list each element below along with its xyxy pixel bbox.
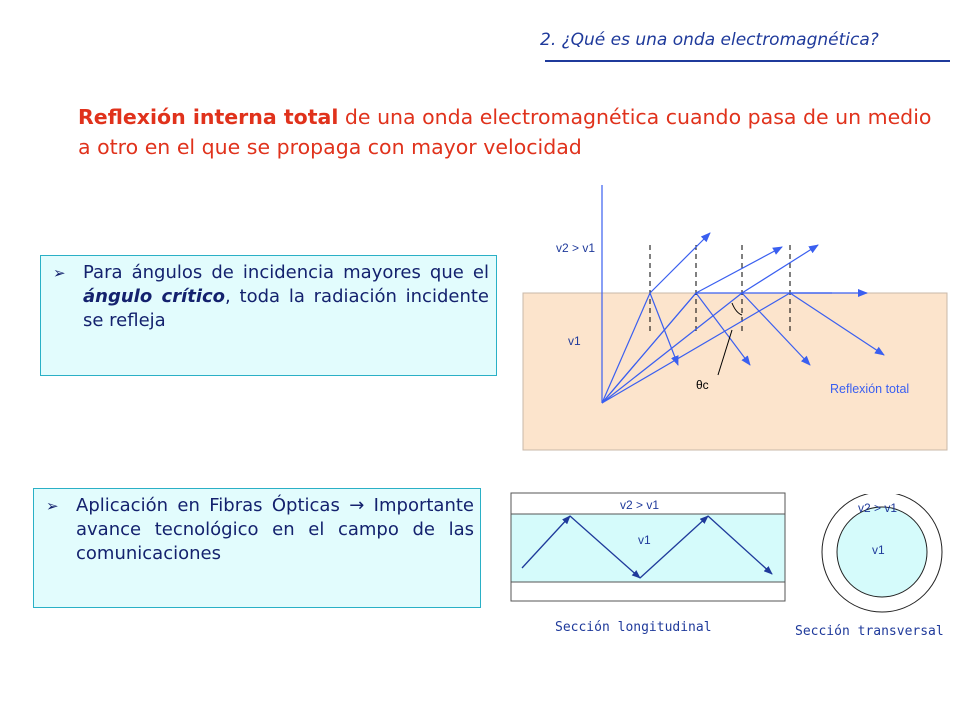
heading-bold-term: Reflexión interna total bbox=[78, 105, 339, 129]
refracted-ray bbox=[696, 247, 782, 293]
critical-angle-label: θc bbox=[696, 378, 709, 392]
core-label: v1 bbox=[872, 543, 885, 557]
bullet-arrow-icon: ➢ bbox=[53, 264, 66, 282]
bullet-critical-angle bbox=[53, 261, 489, 333]
section-title: 2. ¿Qué es una onda electromagnética? bbox=[540, 30, 879, 50]
longitudinal-caption: Sección longitudinal bbox=[555, 620, 712, 635]
bullet-text-part: Para ángulos de incidencia mayores que el bbox=[83, 262, 489, 283]
core-label: v1 bbox=[638, 533, 651, 547]
bullet-text: Aplicación en Fibras Ópticas → Importante avance tecnológico en el campo de las comunicaciones bbox=[76, 495, 474, 564]
title-underline bbox=[545, 60, 950, 62]
slide-heading bbox=[78, 102, 938, 162]
heading-rest: de una onda electromagnética cuando pasa de un medio a otro en el que se propaga con mayor velocidad bbox=[78, 105, 932, 159]
bullet-fiber-optics bbox=[46, 494, 474, 566]
bullet-arrow-icon: ➢ bbox=[46, 497, 59, 515]
cladding-label: v2 > v1 bbox=[858, 501, 898, 515]
transversal-caption: Sección transversal bbox=[795, 624, 944, 639]
cladding-label: v2 > v1 bbox=[620, 498, 660, 512]
total-reflection-label: Reflexión total bbox=[830, 382, 910, 396]
refracted-ray bbox=[742, 245, 818, 293]
fiber-longitudinal-diagram bbox=[510, 492, 786, 602]
refracted-ray bbox=[650, 233, 710, 293]
slow-medium-region bbox=[523, 293, 947, 450]
fiber-transversal-diagram bbox=[812, 494, 952, 616]
total-reflection-diagram bbox=[520, 185, 950, 452]
fast-medium-label: v2 > v1 bbox=[556, 241, 596, 255]
bullet-text bbox=[83, 261, 489, 333]
bullet-text-part: , toda la radiación incidente se refleja bbox=[83, 286, 489, 331]
slow-medium-label: v1 bbox=[568, 334, 581, 348]
critical-angle-term: ángulo crítico bbox=[83, 286, 226, 307]
